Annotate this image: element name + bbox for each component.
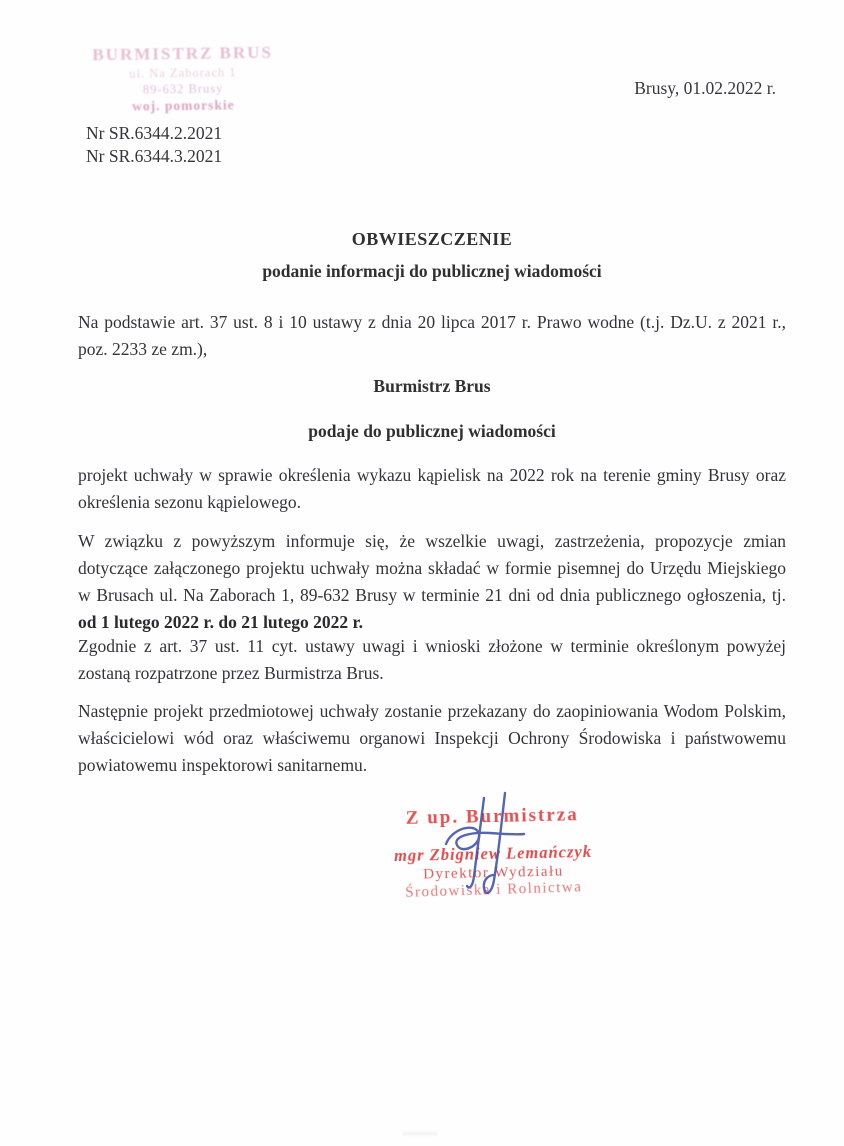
signatory-position-line1: Dyrektor Wydziału xyxy=(422,863,564,883)
deadline-dates: od 1 lutego 2022 r. do 21 lutego 2022 r. xyxy=(78,612,364,632)
announcement-heading: podaje do publicznej wiadomości xyxy=(308,421,556,441)
paragraph-remarks xyxy=(78,528,786,636)
paragraph-review: Zgodnie z art. 37 ust. 11 cyt. ustawy uwagi i wnioski złożone w terminie określonym powyżej zostaną rozpatrzone przez Burmistrza Brus. xyxy=(78,636,786,683)
date-line: Brusy, 01.02.2022 r. xyxy=(634,78,776,98)
paragraph-forwarding: Następnie projekt przedmiotowej uchwały zostanie przekazany do zaopiniowania Wodom Polskim, właścicielowi wód oraz właściwemu organowi Inspekcji Ochrony Środowiska i państwowemu powiatowemu inspektorowi sanitarnemu. xyxy=(78,701,786,775)
sender-stamp xyxy=(88,43,279,116)
reference-number-1: Nr SR.6344.2.2021 xyxy=(86,123,223,143)
signature-stamp xyxy=(387,804,599,901)
document-subtitle: podanie informacji do publicznej wiadomości xyxy=(262,261,602,281)
sender-stamp-region: woj. pomorskie xyxy=(132,97,235,114)
sender-stamp-authority: BURMISTRZ BRUS xyxy=(92,42,274,65)
reference-numbers xyxy=(86,122,222,168)
paragraph-legal-basis: Na podstawie art. 37 ust. 8 i 10 ustawy z dnia 20 lipca 2017 r. Prawo wodne (t.j. Dz.U. z 2021 r., poz. 2233 ze zm.), xyxy=(78,312,786,359)
sender-stamp-street: ul. Na Zaborach 1 xyxy=(129,65,237,81)
paragraph-subject: projekt uchwały w sprawie określenia wykazu kąpielisk na 2022 rok na terenie gminy Brusy oraz określenia sezonu kąpielowego. xyxy=(78,465,786,512)
document-title: OBWIESZCZENIE xyxy=(351,229,513,249)
reference-number-2: Nr SR.6344.3.2021 xyxy=(86,146,223,166)
issuer-heading: Burmistrz Brus xyxy=(373,376,491,396)
paragraph-remarks-text: W związku z powyższym informuje się, że wszelkie uwagi, zastrzeżenia, propozycje zmian dotyczące załączonego projektu uchwały można składać w formie pisemnej do Urzędu Miejskiego w Brusach ul. Na Zaborach 1, 89-632 Brusy w terminie 21 dni od dnia publicznego ogłoszenia, tj. xyxy=(78,531,786,605)
signatory-position-line2: Środowiska i Rolnictwa xyxy=(404,879,583,901)
scan-artifact xyxy=(402,1132,438,1135)
signatory-name: mgr Zbigniew Lemańczyk xyxy=(393,841,593,866)
sender-stamp-city: 89-632 Brusy xyxy=(142,81,224,97)
signature-authority-line: Z up. Burmistrza xyxy=(405,804,579,829)
